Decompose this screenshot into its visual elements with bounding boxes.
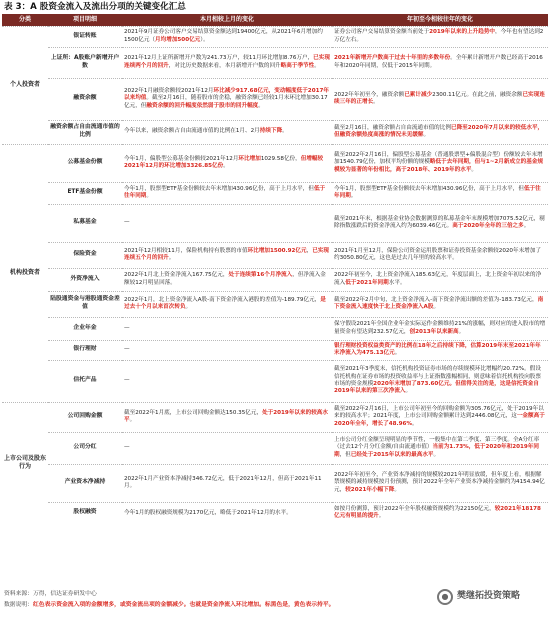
item-cell: 上证所：A股账户新增开户数 xyxy=(48,47,122,78)
item-cell: 私募基金 xyxy=(48,204,122,242)
table-row xyxy=(2,144,548,182)
highlight-text: 已降至2020年7月以来的较低水平，但融资余额热度高涨的情况未见缓解 xyxy=(334,124,544,138)
table-title: 表 3：A 股资金流入及流出分项的关键变化汇总 xyxy=(4,2,186,12)
year-change-cell xyxy=(332,47,548,78)
watermark xyxy=(437,589,520,605)
cell-text: 上市公司分红金额呈现明显的季节性，一般集中在第二季度、第三季度。全A分红率（过去12个月分红金额/自由流通市值） xyxy=(334,436,540,451)
month-change-cell xyxy=(122,120,332,144)
cell-text: 如按月份测算，预计2022年全年股权融资规模约为22150亿元， xyxy=(334,505,495,512)
cell-text: 2021年12月相较11月，保险机构持有股票的市值 xyxy=(124,247,248,254)
month-change-cell xyxy=(122,317,332,340)
cell-text: 截至2022年2月16日，上市公司年初至今的回购金额为305.76亿元，处于2019年以来的较高水平；2021年度，上市公司回购金额累计达到2446.08亿元，这 xyxy=(334,405,544,420)
cell-text: 2022年初至今，北上资金净流入185.63亿元，年度层面上，北上资金年初以来的净流入 xyxy=(334,272,542,286)
table-row xyxy=(2,182,548,204)
month-change-cell xyxy=(122,432,332,464)
cell-text: 。 xyxy=(185,304,192,310)
cell-text: 今年1月，股票型ETF基金份额较去年末增加430.96亿份，高于上月水平，但 xyxy=(124,185,314,192)
highlight-text: 但增幅较2021年12月的环比增加3326.85亿份 xyxy=(124,155,324,169)
highlight-text: 环比减少917.68亿元，变动幅度低于2017年以来均值 xyxy=(124,87,329,102)
table-row xyxy=(2,464,548,502)
item-cell: 股权融资 xyxy=(48,502,122,524)
highlight-text: 已实现连续五个月的回升 xyxy=(124,247,330,261)
cell-text: 。 xyxy=(378,513,385,520)
cell-text: 。 xyxy=(168,255,175,261)
month-change-cell xyxy=(122,26,332,47)
cell-text: — xyxy=(124,444,130,451)
month-change-cell xyxy=(122,268,332,291)
year-change-cell xyxy=(332,26,548,47)
highlight-text: 是过去十个月以来首次转负 xyxy=(124,296,326,310)
cell-text: 2021年9月证券公司客户交易结算资金额达到19400亿元，从2021年6月增加约1500亿元（ xyxy=(124,29,323,43)
cell-text: 2022年1月融资余额较2021年12月 xyxy=(124,87,214,94)
cell-text: 截至2022年1月底，上市公司回购金额达150.35亿元， xyxy=(124,409,263,416)
month-change-cell xyxy=(122,47,332,78)
year-change-cell xyxy=(332,402,548,432)
item-cell: 外资净流入 xyxy=(48,268,122,291)
table-row xyxy=(2,242,548,268)
cell-text: 。截至2月16日，随着股市的企稳，融资余额已经较1月末环比增加30.17亿元，但 xyxy=(124,95,328,109)
highlight-text: 低于2021年同期 xyxy=(345,279,389,286)
cell-text: 2300.11亿元。在此之前，融资余额 xyxy=(432,91,523,98)
cell-text: 。 xyxy=(394,350,401,356)
table-row xyxy=(2,502,548,524)
cell-text: — xyxy=(124,324,130,331)
cell-text: ，对比历史数据来看，本月新增开户数的回升 xyxy=(168,62,281,69)
item-cell: 公募基金份额 xyxy=(48,144,122,182)
year-change-cell xyxy=(332,204,548,242)
cell-text: 截至2月16日，融资余额占自由流通市值的比例 xyxy=(334,124,451,131)
highlight-text: 南下资金流入速度快于北上资金净流入A股 xyxy=(334,296,544,310)
cell-text: 今年以来，融资余额占自由流通市值的比例在1月、2月 xyxy=(124,128,260,135)
highlight-text: ，但与1~2月新成立的基金规模较为显著的年份相比，高于2018年、2019年的水平 xyxy=(334,159,544,173)
cell-text: 。 xyxy=(282,128,288,135)
month-change-cell xyxy=(122,464,332,502)
highlight-text: 融资余额的回升幅度依然弱于股市的回升幅度 xyxy=(146,102,259,109)
year-change-cell xyxy=(332,144,548,182)
cell-text: 今年1月，股票型ETF基金份额较去年末增加430.96亿份，高于上月水平，但 xyxy=(334,185,524,192)
highlight-text: 当前为1.73%，低于2020年和2019年同期 xyxy=(334,444,539,458)
item-cell: 信托产品 xyxy=(48,360,122,402)
table-row xyxy=(2,432,548,464)
header-month-change: 本月相较上月的变化 xyxy=(122,14,332,26)
highlight-text: 较2021年小幅下降 xyxy=(345,486,395,493)
month-change-cell xyxy=(122,144,332,182)
cell-text: 。 xyxy=(433,451,440,458)
header-year-change: 年初至今相较往年的变化 xyxy=(332,14,548,26)
item-cell: 陆股通资金与港股通资金差值 xyxy=(48,291,122,317)
item-cell: 银证转账 xyxy=(48,26,122,47)
cell-text: 今年1月的股权融资规模为2170亿元，略低于2021年12月的水平。 xyxy=(124,509,292,516)
cell-text: ，但净流入金额较12月明显回落。 xyxy=(124,272,326,286)
cell-text: 。 xyxy=(314,62,320,69)
category-cell: 上市公司及股东行为 xyxy=(2,402,48,524)
highlight-text: 已累计减少 xyxy=(404,91,433,98)
highlight-text: 略低于去年同期 xyxy=(429,159,470,166)
highlight-text: 环比增加 xyxy=(238,155,261,162)
cell-text: 。 xyxy=(223,163,229,169)
cell-text: 。 xyxy=(146,193,152,199)
month-change-cell xyxy=(122,502,332,524)
summary-table xyxy=(2,14,548,524)
cell-text: 。 xyxy=(258,102,264,109)
year-change-cell xyxy=(332,340,548,360)
highlight-text: 略高于季节性 xyxy=(280,62,315,69)
header-item: 项目明细 xyxy=(48,14,122,26)
highlight-text: 已实现连续三年的正增长 xyxy=(334,91,545,105)
table-row xyxy=(2,204,548,242)
year-change-cell xyxy=(332,242,548,268)
item-cell: 银行理财 xyxy=(48,340,122,360)
cell-text: 。 xyxy=(458,328,465,335)
table-row xyxy=(2,402,548,432)
cell-text: 。 xyxy=(423,132,430,138)
cell-text: 。 xyxy=(394,486,400,493)
source-note: 资料来源：万得，信达证券研发中心 xyxy=(4,591,97,597)
item-cell: 公司分红 xyxy=(48,432,122,464)
highlight-text: 处于2019年以来的较高水平 xyxy=(124,409,328,423)
month-change-cell xyxy=(122,360,332,402)
category-cell: 个人投资者 xyxy=(2,26,48,144)
table-row xyxy=(2,47,548,78)
cell-text: 。 xyxy=(129,417,136,423)
table-row xyxy=(2,268,548,291)
item-cell: 产业资本净减持 xyxy=(48,464,122,502)
cell-text: — xyxy=(124,346,130,353)
item-cell: 融资余额占自由流通市值的比例 xyxy=(48,120,122,144)
table-header-row xyxy=(2,14,548,26)
data-note xyxy=(4,602,334,610)
cell-text: 2021年1月至12月，保险公司资金运用股票和证券投资基金余额较2020年末增加了约3050.80亿元，这也是过去几年里的较高水平。 xyxy=(334,247,541,261)
year-change-cell xyxy=(332,268,548,291)
data-note-prefix: 数据说明： xyxy=(4,602,33,608)
item-cell: 保险资金 xyxy=(48,242,122,268)
item-cell: 企业年金 xyxy=(48,317,122,340)
highlight-text: 银行理财投资权益类资产的比例在18年之后持续下降，估算2019年末至2021年年末净流入为475.13亿元 xyxy=(334,342,541,356)
table-row xyxy=(2,120,548,144)
table-row xyxy=(2,291,548,317)
highlight-text: 2019年以来的上升趋势中 xyxy=(429,29,496,36)
category-cell: 机构投资者 xyxy=(2,144,48,402)
cell-text: — xyxy=(124,219,130,226)
cell-text: 截至2021年末，根据基金业协会数据测算的私募基金年末规模增加7075.52亿元，剔除指数涨跌后的资金净流入约为6039.46亿元。 xyxy=(334,215,545,229)
cell-text: ， xyxy=(306,247,313,254)
item-cell: 融资余额 xyxy=(48,78,122,120)
year-change-cell xyxy=(332,78,548,120)
item-cell: 公司回购金额 xyxy=(48,402,122,432)
cell-text: 今年1月，偏股型公募基金份额较2021年12月 xyxy=(124,155,239,162)
cell-text: ，今年也有望达到2万亿左右。 xyxy=(334,29,544,43)
header-category: 分类 xyxy=(2,14,48,26)
cell-text: 。 xyxy=(373,99,379,105)
cell-text: 。 xyxy=(405,388,412,395)
year-change-cell xyxy=(332,120,548,144)
year-change-cell xyxy=(332,317,548,340)
cell-text: 。 xyxy=(523,223,530,229)
highlight-text: 持续下降 xyxy=(259,128,283,135)
year-change-cell xyxy=(332,432,548,464)
cell-text: 1029.58亿份， xyxy=(260,155,301,162)
highlight-text: 处于连续第16个月净流入 xyxy=(228,272,293,279)
table-row xyxy=(2,360,548,402)
cell-text: 2021年12月上证所新增开户数为241.73万户，较11月环比增加8.76万户， xyxy=(124,55,314,62)
highlight-text: 2020年末增加了873.60亿元。但值得关注的是，这是信托资金自2019年以来的第三次净流入 xyxy=(334,381,539,395)
cell-text: ）。 xyxy=(200,36,209,43)
cell-text: 保守假设2021年全国企业年金实际运作金额维持21%的涨幅，则对应的进入股市的增量资金有望达到232.57亿元， xyxy=(334,321,546,335)
table-body xyxy=(2,26,548,524)
highlight-text: 低于往年同期 xyxy=(124,185,326,199)
highlight-text: 一金额高于2020年全年，增长了48.96% xyxy=(334,413,545,427)
year-change-cell xyxy=(332,291,548,317)
table-row xyxy=(2,317,548,340)
cell-text: 。全年累计新增开户数已经高于2016年和2020年同期，仅低于2015年同期。 xyxy=(334,55,543,69)
month-change-cell xyxy=(122,78,332,120)
highlight-text: 高于2020年全年的三倍之多 xyxy=(452,223,524,229)
month-change-cell xyxy=(122,204,332,242)
table-row xyxy=(2,340,548,360)
year-change-cell xyxy=(332,360,548,402)
highlight-text: 低于往年同期 xyxy=(334,185,541,199)
cell-text: ，但 xyxy=(339,451,351,458)
month-change-cell xyxy=(122,242,332,268)
highlight-text: 已实现连续两个月的回升 xyxy=(124,55,330,69)
cell-text: — xyxy=(124,377,130,384)
cell-text: 截至2021年3季度末，信托机构投资证券市场的存续规模环比增幅约20.72%。假设信托机构在证券市场的投资收益率与上证指数涨幅相同，则意味着信托机构投向股票市场的资金规模 xyxy=(334,366,541,387)
month-change-cell xyxy=(122,291,332,317)
highlight-text: 已经处于2015年以来的最高水平 xyxy=(350,451,434,458)
month-change-cell xyxy=(122,340,332,360)
highlight-text: 创2013年以来新高 xyxy=(409,328,459,335)
cell-text: 2022年1月北上资金净流入167.75亿元， xyxy=(124,272,229,279)
highlight-text: 环比增加1500.92亿元 xyxy=(247,247,307,254)
item-cell: ETF基金份额 xyxy=(48,182,122,204)
data-note-text: 红色表示资金流入项的金额增多，或资金流出项的金额减少。也就是资金净流入环比增加。标黑色是，黄色表示持平。 xyxy=(33,602,335,608)
month-change-cell xyxy=(122,402,332,432)
highlight-text: 较2021年18178亿元有明显的提升 xyxy=(334,505,541,520)
month-change-cell xyxy=(122,182,332,204)
cell-text: 2022年1月产业资本净减持346.72亿元，低于2021年12月，但高于2021年11月。 xyxy=(124,475,322,489)
cell-text: 2022年1月，北上资金净流入A股-南下资金净流入港股的差值为-189.79亿元， xyxy=(124,296,321,303)
year-change-cell xyxy=(332,464,548,502)
cell-text: 。 xyxy=(412,420,418,427)
highlight-text: 2021年新增开户数高于过去十年里的多数年份 xyxy=(334,55,451,62)
cell-text: 2022年年初至今，融资余额 xyxy=(334,91,405,98)
wechat-icon: ● xyxy=(437,589,453,605)
cell-text: 。 xyxy=(350,193,357,199)
year-change-cell xyxy=(332,182,548,204)
year-change-cell xyxy=(332,502,548,524)
highlight-text: 月均增加500亿元 xyxy=(155,36,201,43)
cell-text: 截至2022年2月16日，偏股型公募基金（普通股票型+偏股混合型）份额较去年末增加1540.79亿份，加权平均份额的规模 xyxy=(334,151,543,166)
table-row xyxy=(2,78,548,120)
cell-text: 。 xyxy=(433,304,440,310)
table-row xyxy=(2,26,548,47)
cell-text: 水平。 xyxy=(388,279,406,286)
cell-text: 2022年年初至今，产业资本净减持的规模较2021年明显放缓，但年度上看，根据解禁规模的减持规模按月份预测，预计2022年全年产业资本净减持金额约为4154.94亿元， xyxy=(334,471,545,493)
cell-text: 截至2022年2月中旬，北上资金净流入-南下资金净流出额的差值为-183.73亿元， xyxy=(334,296,538,303)
cell-text: 。 xyxy=(471,166,478,173)
watermark-text: 樊继拓投资策略 xyxy=(456,591,520,602)
cell-text: 证券公司客户交易结算资金额当前处于 xyxy=(334,29,430,36)
